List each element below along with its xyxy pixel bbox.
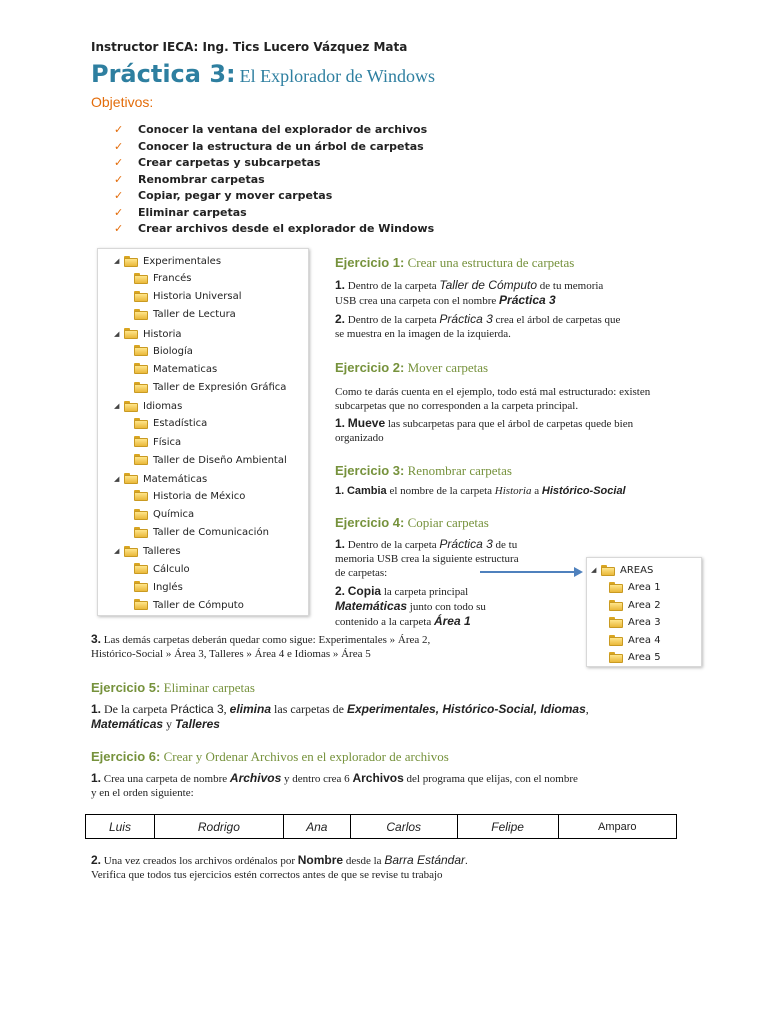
arrow-right-icon: [478, 566, 584, 578]
check-icon: ✓: [114, 189, 124, 202]
tree-node-label: Matemáticas: [143, 473, 208, 485]
ex2-heading: Ejercicio 2: Mover carpetas: [335, 360, 489, 375]
tree-node-label: Historia Universal: [153, 291, 242, 303]
tree-node-label: Experimentales: [143, 256, 222, 267]
table-cell: Rodrigo: [154, 815, 283, 839]
expand-triangle-icon: ◢: [114, 547, 120, 556]
tree-node-label: Talleres: [143, 546, 181, 558]
ex6-heading: Ejercicio 6: Crear y Ordenar Archivos en el explorador de archivos: [91, 749, 449, 764]
title-sub: El Explorador de Windows: [239, 66, 436, 86]
table-cell: Amparo: [558, 815, 676, 839]
expand-triangle-icon: ◢: [114, 257, 120, 265]
folder-icon: [601, 565, 615, 576]
tree-node-child: [134, 506, 194, 524]
check-icon: ✓: [114, 172, 124, 186]
folder-icon: [124, 256, 138, 267]
ex1-step1: 1. Dentro de la carpeta Taller de Cómputo de tu memoria USB crea una carpeta con el nombre Práctica 3: [335, 278, 604, 307]
folder-icon: [134, 509, 148, 520]
folder-icon: [609, 600, 623, 611]
folder-icon: [134, 490, 148, 501]
folder-icon: [134, 291, 148, 302]
ex3-step1: 1. Cambia el nombre de la carpeta Historia a Histórico-Social: [335, 485, 626, 497]
folder-icon: [134, 581, 148, 592]
tree-node-label: Historia: [143, 328, 182, 340]
objective-item: ✓ Crear carpetas y subcarpetas: [114, 155, 434, 172]
check-icon: ✓: [114, 123, 124, 136]
tree-node-label: Química: [153, 509, 195, 521]
objectives-list: [114, 122, 434, 238]
objective-item: ✓ Crear archivos desde el explorador de Windows: [114, 221, 434, 238]
tree-node-label: Taller de Cómputo: [153, 599, 244, 611]
title-main: Práctica 3:: [91, 60, 236, 88]
folder-icon: [609, 617, 623, 628]
tree-node-label: Biología: [153, 345, 193, 357]
tree-node-area: Area 2: [609, 597, 661, 615]
tree-node-child: [134, 452, 287, 470]
page-title: [91, 60, 435, 88]
check-icon: ✓: [114, 156, 124, 169]
ex3-heading: Ejercicio 3: Renombrar carpetas: [335, 463, 512, 478]
objective-item: ✓ Copiar, pegar y mover carpetas: [114, 188, 434, 205]
tree-node-child: [134, 579, 183, 597]
tree-node-label: Taller de Expresión Gráfica: [153, 382, 287, 394]
table-cell: Ana: [283, 815, 350, 839]
ex5-step1: 1. De la carpeta Práctica 3, elimina las carpetas de Experimentales, Histórico-Social, Idiomas, Matemáticas y Talleres: [91, 702, 589, 731]
folder-icon: [134, 527, 148, 538]
tree-node-parent: [114, 325, 182, 343]
ex4-step3: 3. Las demás carpetas deberán quedar como sigue: Experimentales » Área 2, Histórico-Social » Área 3, Talleres » Área 4 e Idiomas » Área 5: [91, 632, 431, 660]
folder-icon: [134, 309, 148, 320]
tree-node-child: [134, 361, 217, 379]
tree-node-label: Estadística: [153, 418, 208, 430]
tree-node-area: Area 4: [609, 632, 661, 650]
ex5-heading: Ejercicio 5: Eliminar carpetas: [91, 680, 255, 695]
tree-node-child: [134, 379, 286, 397]
expand-triangle-icon: ◢: [114, 329, 120, 338]
objective-item: ✓ Eliminar carpetas: [114, 205, 434, 222]
tree-node-child: [134, 561, 190, 579]
folder-icon: [124, 546, 138, 557]
table-cell: Carlos: [350, 815, 457, 839]
tree-node-label: Taller de Diseño Ambiental: [153, 454, 287, 466]
tree-node-label: Matematicas: [153, 363, 218, 375]
table-cell: Luis: [86, 815, 155, 839]
tree-node-label: Taller de Lectura: [153, 309, 236, 321]
tree-node-label: Francés: [153, 273, 192, 285]
tree-node-parent: [114, 252, 221, 270]
folder-icon: [609, 582, 623, 593]
folder-icon: [609, 652, 623, 663]
objective-item: ✓ Renombrar carpetas: [114, 172, 434, 189]
expand-triangle-icon: ◢: [114, 402, 120, 411]
areas-folder-tree: [586, 557, 702, 667]
objective-item: ✓ Conocer la estructura de un árbol de carpetas: [114, 139, 434, 156]
ex4-step2: 2. Copia la carpeta principal Matemáticas junto con todo su contenido a la carpeta Área 1: [335, 584, 486, 628]
tree-node-area: Area 5: [609, 649, 661, 667]
tree-node-label: Historia de México: [153, 490, 246, 502]
table-row: [86, 815, 677, 839]
expand-triangle-icon: ◢: [114, 474, 120, 483]
tree-node-areas: ◢ AREAS: [591, 561, 653, 579]
folder-icon: [124, 328, 138, 339]
tree-node-child: [134, 288, 241, 306]
ex6-step1: 1. Crea una carpeta de nombre Archivos y dentro crea 6 Archivos del programa que elijas, con el nombre y en el orden siguiente:: [91, 771, 578, 799]
folder-icon: [124, 401, 138, 412]
folder-icon: [134, 382, 148, 393]
folder-icon: [134, 436, 148, 447]
tree-node-child: [134, 488, 245, 506]
folder-tree: [97, 248, 309, 616]
folder-icon: [134, 363, 148, 374]
tree-node-parent: [114, 397, 182, 415]
tree-node-label: Física: [153, 436, 182, 448]
tree-node-label: Inglés: [153, 581, 183, 593]
ex6-step2: 2. Una vez creados los archivos ordénalos por Nombre desde la Barra Estándar. Verifica que todos tus ejercicios estén correctos antes de que se revise tu trabajo: [91, 853, 468, 881]
ex1-heading: Ejercicio 1: Crear una estructura de carpetas: [335, 255, 575, 270]
folder-icon: [134, 563, 148, 574]
document-header: Instructor IECA: Ing. Tics Lucero Vázquez Mata: [91, 40, 408, 54]
tree-node-area: Area 1: [609, 579, 661, 597]
folder-icon: [134, 599, 148, 610]
folder-icon: [124, 473, 138, 484]
check-icon: ✓: [114, 139, 124, 153]
tree-node-area: Area 3: [609, 614, 661, 632]
ex1-step2: 2. Dentro de la carpeta Práctica 3 crea el árbol de carpetas que se muestra en la imagen de la izquierda.: [335, 312, 621, 340]
ex2-intro: Como te darás cuenta en el ejemplo, todo está mal estructurado: existen subcarpetas que no corresponden a la carpeta principal.: [335, 386, 651, 412]
tree-node-child: [134, 306, 236, 324]
tree-node-parent: [114, 542, 181, 560]
ex2-step1: 1. Mueve las subcarpetas para que el árbol de carpetas quede bien organizado: [335, 416, 634, 444]
tree-node-label: Taller de Comunicación: [153, 527, 269, 539]
ex4-heading: Ejercicio 4: Copiar carpetas: [335, 515, 489, 530]
folder-icon: [134, 454, 148, 465]
folder-icon: [134, 273, 148, 284]
ex4-step1: 1. Dentro de la carpeta Práctica 3 de tu memoria USB crea la siguiente estructura de carpetas:: [335, 537, 519, 579]
expand-triangle-icon: ◢: [591, 566, 597, 574]
check-icon: ✓: [114, 205, 124, 219]
tree-node-child: [134, 434, 181, 452]
tree-node-child: [134, 415, 207, 433]
objective-item: ✓ Conocer la ventana del explorador de archivos: [114, 122, 434, 139]
tree-node-child: [134, 270, 191, 288]
table-cell: Felipe: [457, 815, 558, 839]
objectives-label: Objetivos:: [91, 94, 154, 110]
tree-node-label: Idiomas: [143, 401, 183, 413]
tree-node-parent: [114, 470, 207, 488]
tree-node-child: [134, 597, 244, 615]
folder-icon: [134, 418, 148, 429]
tree-node-child: [134, 343, 193, 361]
folder-icon: [609, 635, 623, 646]
check-icon: ✓: [114, 222, 124, 235]
folder-icon: [134, 345, 148, 356]
tree-node-label: Cálculo: [153, 563, 190, 575]
tree-node-child: [134, 524, 269, 542]
file-names-table: [85, 814, 677, 839]
